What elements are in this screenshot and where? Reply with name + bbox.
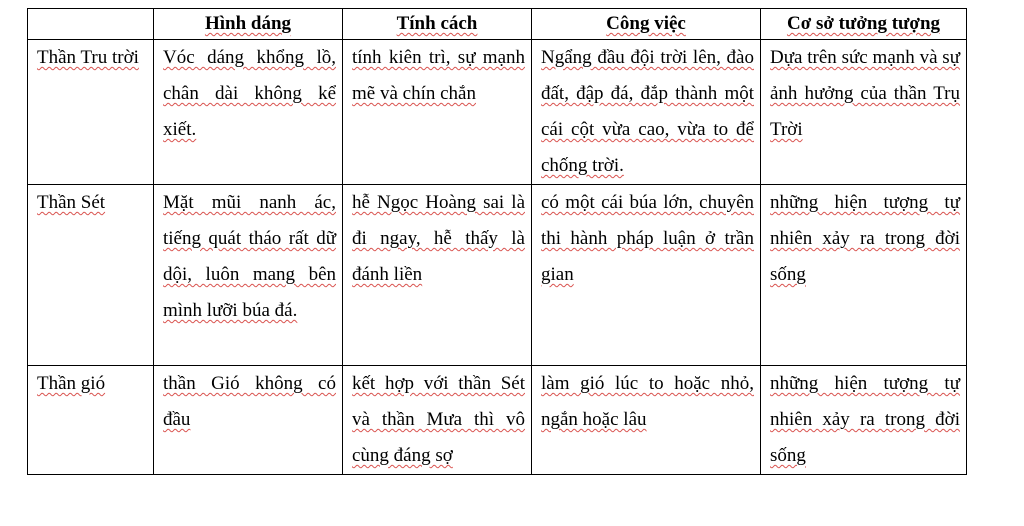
basis-text: những hiện tượng tự nhiên xảy ra trong đời sống <box>770 192 960 285</box>
row-name-cell <box>28 185 154 366</box>
table-row <box>28 40 967 185</box>
appearance-cell <box>154 40 343 185</box>
appearance-text: Mặt mũi nanh ác, tiếng quát tháo rất dữ dội, luôn mang bên mình lưỡi búa đá. <box>163 192 336 321</box>
personality-text: kết hợp với thần Sét và thần Mưa thì vô cùng đáng sợ <box>352 373 525 466</box>
header-personality <box>343 9 532 40</box>
row-name: Thần Tru trời <box>37 47 139 68</box>
work-text: làm gió lúc to hoặc nhỏ, ngắn hoặc lâu <box>541 373 754 430</box>
basis-cell <box>761 40 967 185</box>
personality-text: hễ Ngọc Hoàng sai là đi ngay, hễ thấy là đánh liền <box>352 192 525 285</box>
personality-cell <box>343 40 532 185</box>
header-row <box>28 9 967 40</box>
table-row <box>28 366 967 475</box>
header-basis <box>761 9 967 40</box>
basis-cell <box>761 185 967 366</box>
work-cell <box>532 366 761 475</box>
appearance-cell <box>154 185 343 366</box>
row-name-cell <box>28 366 154 475</box>
appearance-cell <box>154 366 343 475</box>
personality-cell <box>343 185 532 366</box>
basis-text: Dựa trên sức mạnh và sự ảnh hưởng của thần Trụ Trời <box>770 47 960 140</box>
basis-cell <box>761 366 967 475</box>
header-personality-label: Tính cách <box>396 13 478 34</box>
header-appearance <box>154 9 343 40</box>
work-text: có một cái búa lớn, chuyên thi hành pháp luận ở trần gian <box>541 192 754 285</box>
header-work <box>532 9 761 40</box>
table-row <box>28 185 967 366</box>
header-work-label: Công việc <box>606 13 686 34</box>
basis-text: những hiện tượng tự nhiên xảy ra trong đời sống <box>770 373 960 466</box>
work-cell <box>532 40 761 185</box>
row-name: Thần gió <box>37 373 106 394</box>
appearance-text: Vóc dáng khổng lồ, chân dài không kể xiết. <box>163 47 336 140</box>
row-name-cell <box>28 40 154 185</box>
work-cell <box>532 185 761 366</box>
row-name: Thần Sét <box>37 192 106 213</box>
work-text: Ngẩng đầu đội trời lên, đào đất, đập đá, đắp thành một cái cột vừa cao, vừa to để chống trời. <box>541 47 754 176</box>
personality-cell <box>343 366 532 475</box>
header-basis-label: Cơ sở tưởng tượng <box>786 13 941 34</box>
personality-text: tính kiên trì, sự mạnh mẽ và chín chắn <box>352 47 525 104</box>
header-appearance-label: Hình dáng <box>204 13 292 34</box>
characters-table <box>27 8 967 475</box>
appearance-text: thần Gió không có đầu <box>163 373 336 430</box>
header-empty <box>28 9 154 40</box>
